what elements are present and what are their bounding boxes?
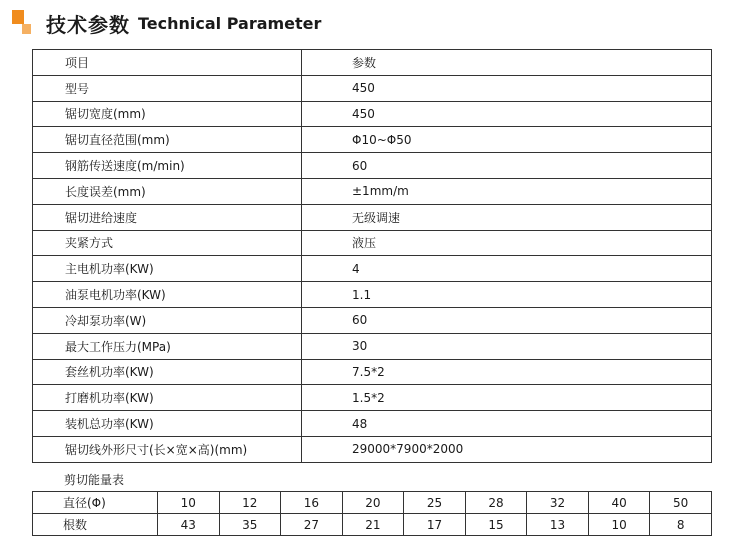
- param-value: 29000*7900*2000: [302, 436, 712, 462]
- title-english: Technical Parameter: [138, 13, 322, 33]
- param-label: 项目: [33, 50, 302, 76]
- param-label: 锯切进给速度: [33, 204, 302, 230]
- diameter-cell: 28: [465, 492, 527, 514]
- count-cell: 27: [281, 514, 343, 536]
- count-row: [33, 514, 712, 536]
- param-value: 无级调速: [302, 204, 712, 230]
- param-value: Φ10~Φ50: [302, 127, 712, 153]
- table-row: [33, 50, 712, 76]
- param-label: 装机总功率(KW): [33, 411, 302, 437]
- diameter-label: 直径(Φ): [33, 492, 158, 514]
- param-value: 450: [302, 75, 712, 101]
- table-row: [33, 204, 712, 230]
- param-value: 1.5*2: [302, 385, 712, 411]
- param-value: 参数: [302, 50, 712, 76]
- table-row: [33, 101, 712, 127]
- param-value: 48: [302, 411, 712, 437]
- table-row: [33, 127, 712, 153]
- title-chinese: 技术参数: [46, 12, 130, 37]
- table-row: [33, 333, 712, 359]
- param-label: 锯切宽度(mm): [33, 101, 302, 127]
- count-cell: 10: [588, 514, 650, 536]
- param-label: 油泵电机功率(KW): [33, 282, 302, 308]
- param-label: 冷却泵功率(W): [33, 307, 302, 333]
- param-value: 1.1: [302, 282, 712, 308]
- count-cell: 17: [404, 514, 466, 536]
- diameter-cell: 16: [281, 492, 343, 514]
- diameter-cell: 50: [650, 492, 712, 514]
- param-label: 主电机功率(KW): [33, 256, 302, 282]
- param-value: 60: [302, 307, 712, 333]
- param-value: 液压: [302, 230, 712, 256]
- param-label: 锯切线外形尺寸(长×宽×高)(mm): [33, 436, 302, 462]
- count-cell: 15: [465, 514, 527, 536]
- count-cell: 13: [527, 514, 589, 536]
- table-row: [33, 256, 712, 282]
- table-row: [33, 411, 712, 437]
- parameter-table: [32, 49, 712, 463]
- param-label: 钢筋传送速度(m/min): [33, 153, 302, 179]
- param-label: 夹紧方式: [33, 230, 302, 256]
- count-label: 根数: [33, 514, 158, 536]
- diameter-cell: 10: [158, 492, 220, 514]
- capacity-table: [32, 491, 712, 536]
- param-value: 30: [302, 333, 712, 359]
- diameter-cell: 40: [588, 492, 650, 514]
- table-row: [33, 307, 712, 333]
- table-row: [33, 153, 712, 179]
- param-label: 长度误差(mm): [33, 178, 302, 204]
- param-value: ±1mm/m: [302, 178, 712, 204]
- param-label: 打磨机功率(KW): [33, 385, 302, 411]
- orange-squares-icon: [12, 10, 34, 36]
- param-label: 型号: [33, 75, 302, 101]
- param-label: 锯切直径范围(mm): [33, 127, 302, 153]
- param-label: 套丝机功率(KW): [33, 359, 302, 385]
- param-value: 7.5*2: [302, 359, 712, 385]
- diameter-cell: 20: [342, 492, 404, 514]
- table-row: [33, 75, 712, 101]
- count-cell: 35: [219, 514, 281, 536]
- table-row: [33, 230, 712, 256]
- count-cell: 21: [342, 514, 404, 536]
- table-row: [33, 178, 712, 204]
- capacity-table-label: 剪切能量表: [64, 473, 125, 487]
- section-header: [12, 8, 321, 38]
- param-value: 450: [302, 101, 712, 127]
- table-row: [33, 385, 712, 411]
- param-value: 4: [302, 256, 712, 282]
- diameter-cell: 25: [404, 492, 466, 514]
- param-label: 最大工作压力(MPa): [33, 333, 302, 359]
- diameter-cell: 12: [219, 492, 281, 514]
- param-value: 60: [302, 153, 712, 179]
- count-cell: 8: [650, 514, 712, 536]
- diameter-row: [33, 492, 712, 514]
- table-row: [33, 436, 712, 462]
- table-row: [33, 359, 712, 385]
- count-cell: 43: [158, 514, 220, 536]
- diameter-cell: 32: [527, 492, 589, 514]
- table-row: [33, 282, 712, 308]
